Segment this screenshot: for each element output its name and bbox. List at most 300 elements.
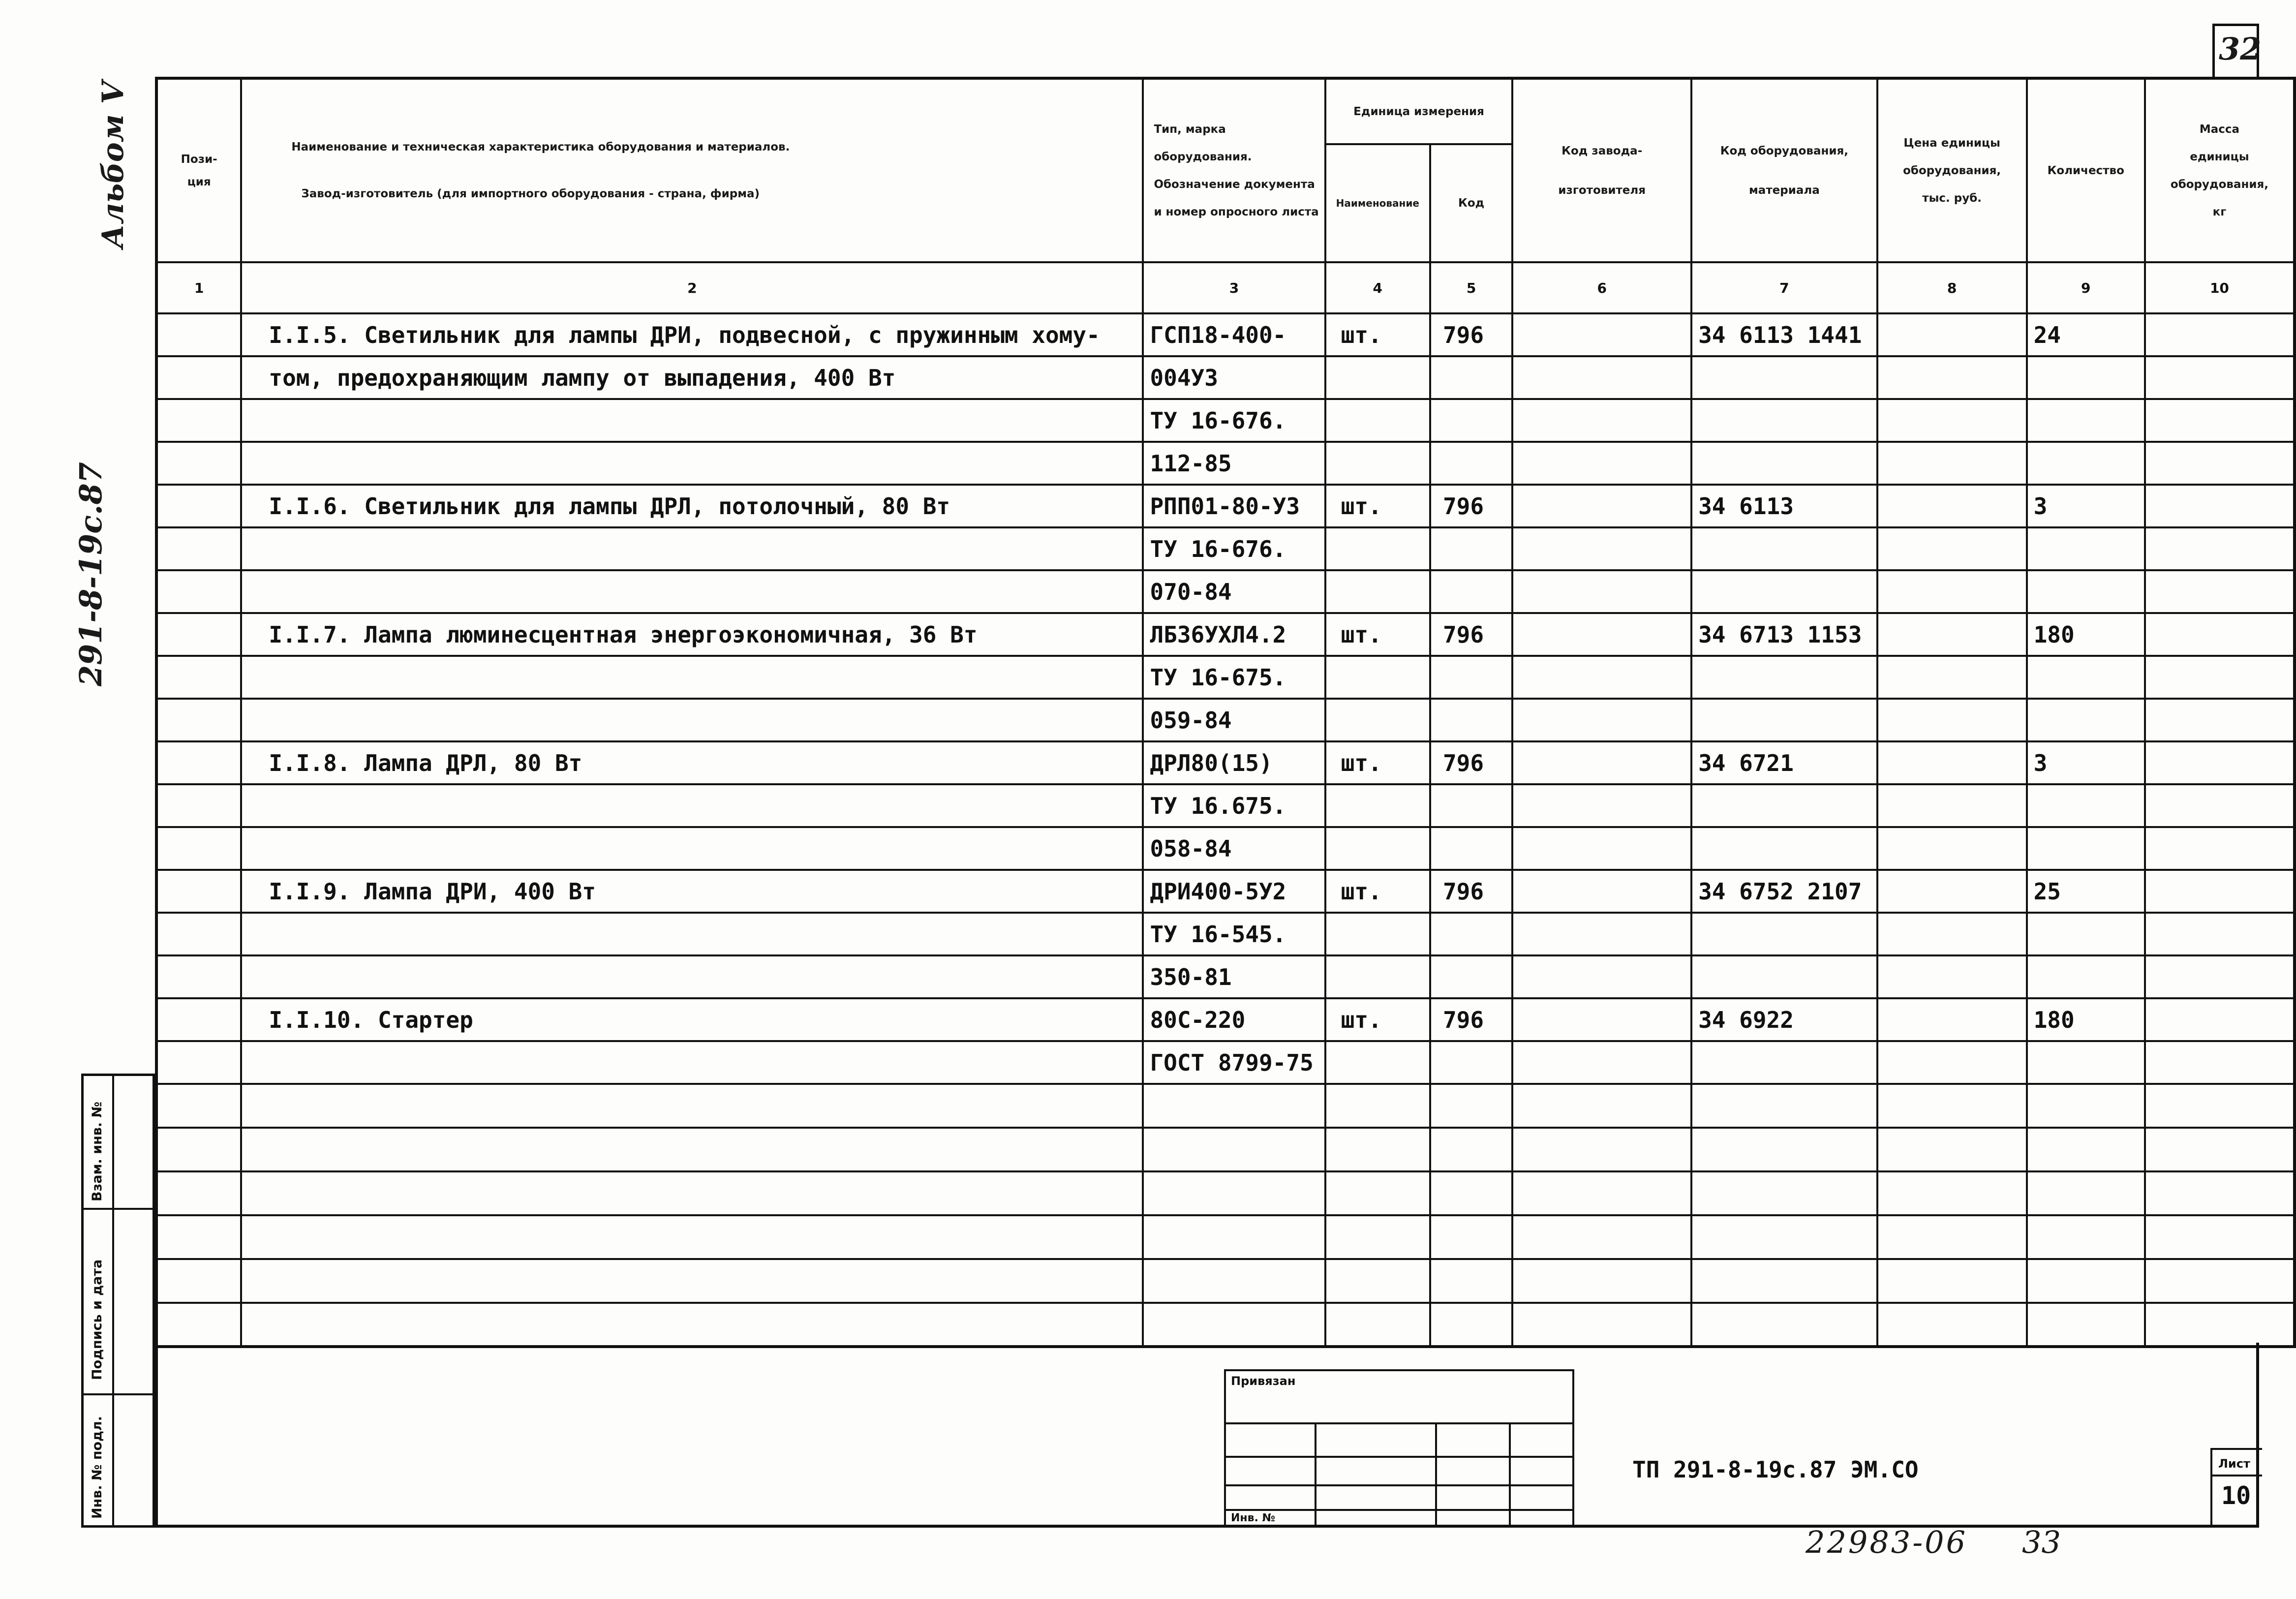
cell-type: ТУ 16-676. [1143,399,1325,442]
cell-unit-code: 796 [1430,870,1512,913]
cell-empty [1512,955,1691,998]
table-row [156,527,2295,570]
cell-name: I.I.6. Светильник для лампы ДРЛ, потолочный, 80 Вт [241,485,1143,527]
cell-unit [1325,699,1430,741]
cell-empty [2145,741,2295,784]
cell-qty [2027,827,2145,870]
cell-material-code: 34 6922 [1691,998,1877,1041]
cell-empty [1877,784,2027,827]
table-row [156,699,2295,741]
cell-empty [1512,356,1691,399]
page-number: 32 [2219,31,2262,67]
cell-unit [1325,399,1430,442]
cell-empty [156,570,241,613]
cell-empty [2145,1215,2295,1259]
cell-material-code [1691,527,1877,570]
cell-material-code: 34 6721 [1691,741,1877,784]
cell-empty [1430,1084,1512,1128]
cell-empty [2145,485,2295,527]
cell-qty [2027,913,2145,955]
table-row [156,1041,2295,1084]
cell-unit: шт. [1325,485,1430,527]
cell-empty [156,827,241,870]
cell-empty [241,1171,1143,1215]
cell-empty [156,784,241,827]
cell-empty [1143,1259,1325,1303]
cell-empty [241,1215,1143,1259]
cell-empty [156,313,241,356]
cell-type: ТУ 16-675. [1143,656,1325,699]
table-row [156,913,2295,955]
cell-empty [1512,399,1691,442]
cell-empty [156,442,241,485]
cell-unit: шт. [1325,313,1430,356]
cell-unit [1325,1041,1430,1084]
column-number: 9 [2027,262,2145,313]
cell-empty [156,1128,241,1171]
document-code: ТП 291-8-19с.87 ЭМ.СО [1632,1456,1919,1483]
table-row [156,356,2295,399]
cell-empty [2145,570,2295,613]
header-unit-name: Наименование [1325,144,1430,262]
cell-qty [2027,699,2145,741]
column-number: 8 [1877,262,2027,313]
inv-label: Инв. № [1231,1512,1276,1524]
cell-empty [1877,998,2027,1041]
cell-material-code: 34 6113 1441 [1691,313,1877,356]
cell-empty [2145,313,2295,356]
cell-empty [1512,1215,1691,1259]
cell-empty [2027,1303,2145,1347]
cell-empty [2145,613,2295,656]
cell-empty [1877,1128,2027,1171]
cell-empty [1877,485,2027,527]
cell-empty [1512,1303,1691,1347]
header-price: Цена единицы оборудования, тыс. руб. [1877,78,2027,262]
cell-empty [1512,442,1691,485]
empty-row [156,1128,2295,1171]
cell-name [241,527,1143,570]
specification-table [155,77,2296,1348]
cell-name [241,1041,1143,1084]
cell-empty [2145,1171,2295,1215]
column-number: 1 [156,262,241,313]
cell-empty [1512,827,1691,870]
cell-empty [1691,1171,1877,1215]
cell-empty [2145,998,2295,1041]
cell-unit: шт. [1325,741,1430,784]
margin-stamp-label: Взам. инв. № [90,1101,105,1201]
header-plant-code: Код завода-изготовителя [1512,78,1691,262]
empty-row [156,1215,2295,1259]
cell-empty [156,399,241,442]
cell-empty [1325,1171,1430,1215]
cell-material-code [1691,699,1877,741]
sheet-label: Лист [2218,1457,2250,1471]
cell-type: 059-84 [1143,699,1325,741]
cell-qty [2027,1041,2145,1084]
cell-empty [2027,1171,2145,1215]
cell-empty [1691,1084,1877,1128]
cell-empty [2145,1041,2295,1084]
cell-qty: 25 [2027,870,2145,913]
cell-empty [1877,913,2027,955]
header-quantity: Количество [2027,78,2145,262]
sheet-box [2210,1448,2262,1528]
cell-empty [1430,1303,1512,1347]
cell-material-code [1691,570,1877,613]
cell-material-code [1691,913,1877,955]
cell-material-code [1691,1041,1877,1084]
cell-material-code [1691,356,1877,399]
cell-empty [156,1215,241,1259]
cell-empty [156,1259,241,1303]
cell-type: 80С-220 [1143,998,1325,1041]
header-type: Тип, марка оборудования. Обозначение документа и номер опросного листа [1143,78,1325,262]
cell-empty [1512,699,1691,741]
header-position: Пози- ция [156,78,241,262]
cell-empty [2145,356,2295,399]
cell-empty [156,741,241,784]
cell-type: ЛБ36УХЛ4.2 [1143,613,1325,656]
cell-empty [1325,1128,1430,1171]
empty-row [156,1259,2295,1303]
cell-unit-code [1430,784,1512,827]
cell-empty [1877,699,2027,741]
column-number: 10 [2145,262,2295,313]
cell-empty [1512,1259,1691,1303]
cell-qty [2027,656,2145,699]
cell-name [241,442,1143,485]
cell-empty [1512,913,1691,955]
cell-material-code: 34 6713 1153 [1691,613,1877,656]
cell-empty [1325,1303,1430,1347]
cell-empty [156,527,241,570]
cell-type: ТУ 16.675. [1143,784,1325,827]
cell-material-code [1691,656,1877,699]
cell-unit [1325,827,1430,870]
cell-name [241,656,1143,699]
cell-unit-code: 796 [1430,313,1512,356]
cell-empty [2145,527,2295,570]
header-material-code: Код оборудования, материала [1691,78,1877,262]
cell-qty [2027,356,2145,399]
cell-unit [1325,442,1430,485]
cell-empty [1430,1215,1512,1259]
archive-number: 22983-06 [1806,1524,1968,1560]
empty-row [156,1303,2295,1347]
cell-name: том, предохраняющим лампу от выпадения, 400 Вт [241,356,1143,399]
cell-type: ТУ 16-545. [1143,913,1325,955]
cell-empty [1877,1259,2027,1303]
table-row [156,870,2295,913]
cell-empty [2145,870,2295,913]
cell-qty: 180 [2027,998,2145,1041]
cell-unit-code: 796 [1430,998,1512,1041]
cell-unit-code: 796 [1430,613,1512,656]
cell-empty [1691,1303,1877,1347]
cell-empty [1512,741,1691,784]
cell-type: ДРИ400-5У2 [1143,870,1325,913]
cell-empty [1430,1128,1512,1171]
cell-empty [2145,1128,2295,1171]
table-row [156,955,2295,998]
column-number: 3 [1143,262,1325,313]
cell-empty [1691,1215,1877,1259]
cell-name [241,699,1143,741]
cell-empty [1877,527,2027,570]
column-number-row [156,262,2295,313]
cell-empty [1430,1171,1512,1215]
cell-unit [1325,356,1430,399]
cell-empty [2145,913,2295,955]
cell-empty [1143,1128,1325,1171]
cell-empty [1877,1303,2027,1347]
cell-unit [1325,784,1430,827]
cell-empty [1877,313,2027,356]
cell-empty [156,656,241,699]
cell-empty [156,699,241,741]
cell-unit-code [1430,399,1512,442]
linked-label: Привязан [1231,1374,1296,1388]
cell-empty [2145,442,2295,485]
title-block [155,1343,2259,1528]
cell-type: ДРЛ80(15) [1143,741,1325,784]
cell-name [241,784,1143,827]
cell-empty [1691,1259,1877,1303]
cell-unit: шт. [1325,613,1430,656]
cell-empty [1143,1303,1325,1347]
cell-empty [2027,1259,2145,1303]
cell-name [241,570,1143,613]
cell-unit-code [1430,699,1512,741]
cell-empty [1877,1215,2027,1259]
cell-unit-code: 796 [1430,741,1512,784]
cell-material-code: 34 6113 [1691,485,1877,527]
cell-empty [1512,613,1691,656]
empty-row [156,1171,2295,1215]
cell-unit-code [1430,570,1512,613]
cell-empty [1877,870,2027,913]
cell-empty [1512,1041,1691,1084]
cell-empty [1877,442,2027,485]
cell-name: I.I.5. Светильник для лампы ДРИ, подвесной, с пружинным хому- [241,313,1143,356]
empty-row [156,1084,2295,1128]
cell-empty [156,955,241,998]
cell-empty [2027,1128,2145,1171]
cell-unit [1325,913,1430,955]
cell-qty: 3 [2027,485,2145,527]
margin-stamp-label: Подпись и дата [90,1259,105,1380]
cell-empty [2145,827,2295,870]
cell-empty [241,1259,1143,1303]
cell-qty [2027,784,2145,827]
cell-empty [2145,1084,2295,1128]
cell-empty [1877,1084,2027,1128]
cell-material-code [1691,442,1877,485]
cell-empty [1877,570,2027,613]
header-unit: Единица измерения [1325,78,1513,144]
cell-empty [1877,955,2027,998]
cell-unit-code [1430,527,1512,570]
cell-empty [1877,356,2027,399]
table-row [156,570,2295,613]
cell-empty [2145,955,2295,998]
cell-type: ГСП18-400- [1143,313,1325,356]
cell-name: I.I.8. Лампа ДРЛ, 80 Вт [241,741,1143,784]
cell-type: 350-81 [1143,955,1325,998]
linked-stamp [1224,1369,1574,1528]
cell-qty: 3 [2027,741,2145,784]
cell-empty [1512,870,1691,913]
cell-empty [1325,1084,1430,1128]
cell-name: I.I.9. Лампа ДРИ, 400 Вт [241,870,1143,913]
cell-empty [2145,699,2295,741]
table-row [156,827,2295,870]
cell-material-code [1691,827,1877,870]
cell-material-code [1691,784,1877,827]
cell-name: I.I.7. Лампа люминесцентная энергоэкономичная, 36 Вт [241,613,1143,656]
cell-unit: шт. [1325,870,1430,913]
cell-empty [156,356,241,399]
header-mass: Масса единицы оборудования, кг [2145,78,2295,262]
cell-empty [2145,1259,2295,1303]
cell-unit-code [1430,827,1512,870]
table-row [156,741,2295,784]
cell-empty [2027,1215,2145,1259]
table-row [156,485,2295,527]
album-label: Альбом V [96,81,130,248]
column-number: 2 [241,262,1143,313]
cell-empty [1512,570,1691,613]
cell-empty [1512,656,1691,699]
cell-empty [1877,1041,2027,1084]
table-row [156,784,2295,827]
cell-empty [1877,827,2027,870]
cell-empty [156,1303,241,1347]
column-number: 6 [1512,262,1691,313]
table-row [156,442,2295,485]
cell-qty [2027,442,2145,485]
table-row [156,313,2295,356]
header-name: Наименование и техническая характеристика оборудования и материалов. Завод-изготовитель (для импортного оборудования - страна, фирма) [241,78,1143,262]
cell-unit [1325,527,1430,570]
cell-empty [2145,399,2295,442]
column-number: 4 [1325,262,1430,313]
cell-unit [1325,656,1430,699]
cell-empty [1512,784,1691,827]
cell-name [241,399,1143,442]
cell-unit-code [1430,1041,1512,1084]
cell-qty [2027,955,2145,998]
cell-empty [2027,1084,2145,1128]
cell-empty [156,998,241,1041]
cell-empty [1877,613,2027,656]
cell-empty [1325,1215,1430,1259]
cell-qty [2027,527,2145,570]
cell-empty [156,870,241,913]
cell-empty [241,1128,1143,1171]
archive-page: 33 [2022,1524,2061,1560]
cell-empty [1877,399,2027,442]
sheet-value: 10 [2221,1481,2251,1510]
cell-qty [2027,570,2145,613]
cell-empty [1512,1084,1691,1128]
cell-empty [1877,741,2027,784]
cell-type: РПП01-80-У3 [1143,485,1325,527]
cell-qty: 180 [2027,613,2145,656]
cell-type: ГОСТ 8799-75 [1143,1041,1325,1084]
cell-unit-code [1430,913,1512,955]
cell-empty [1512,527,1691,570]
cell-type: 070-84 [1143,570,1325,613]
cell-empty [1430,1259,1512,1303]
cell-type: 004У3 [1143,356,1325,399]
cell-empty [241,1084,1143,1128]
cell-empty [156,613,241,656]
cell-unit-code [1430,442,1512,485]
cell-empty [1512,998,1691,1041]
margin-stamp [81,1074,155,1528]
cell-empty [156,1041,241,1084]
cell-type: ТУ 16-676. [1143,527,1325,570]
cell-empty [156,1171,241,1215]
cell-empty [1143,1171,1325,1215]
cell-material-code [1691,955,1877,998]
cell-name [241,913,1143,955]
table-row [156,613,2295,656]
cell-name: I.I.10. Стартер [241,998,1143,1041]
table-row [156,656,2295,699]
table-row [156,998,2295,1041]
cell-unit: шт. [1325,998,1430,1041]
cell-empty [1877,656,2027,699]
cell-empty [1143,1215,1325,1259]
cell-unit-code [1430,656,1512,699]
project-code-margin: 291-8-19с.87 [73,462,109,686]
cell-empty [1512,313,1691,356]
column-number: 5 [1430,262,1512,313]
cell-empty [241,1303,1143,1347]
cell-type: 112-85 [1143,442,1325,485]
cell-empty [1512,1128,1691,1171]
cell-qty: 24 [2027,313,2145,356]
header-unit-code: Код [1430,144,1512,262]
cell-unit-code [1430,955,1512,998]
cell-material-code [1691,399,1877,442]
cell-unit [1325,955,1430,998]
cell-empty [2145,784,2295,827]
cell-empty [1877,1171,2027,1215]
cell-material-code: 34 6752 2107 [1691,870,1877,913]
cell-empty [1143,1084,1325,1128]
cell-qty [2027,399,2145,442]
cell-empty [1512,485,1691,527]
cell-empty [156,1084,241,1128]
cell-type: 058-84 [1143,827,1325,870]
cell-empty [2145,1303,2295,1347]
cell-empty [1512,1171,1691,1215]
column-number: 7 [1691,262,1877,313]
cell-name [241,955,1143,998]
cell-empty [156,913,241,955]
margin-stamp-label: Инв. № подл. [90,1416,105,1519]
cell-empty [2145,656,2295,699]
cell-unit [1325,570,1430,613]
page-number-box [2212,24,2262,77]
table-row [156,399,2295,442]
cell-unit-code: 796 [1430,485,1512,527]
